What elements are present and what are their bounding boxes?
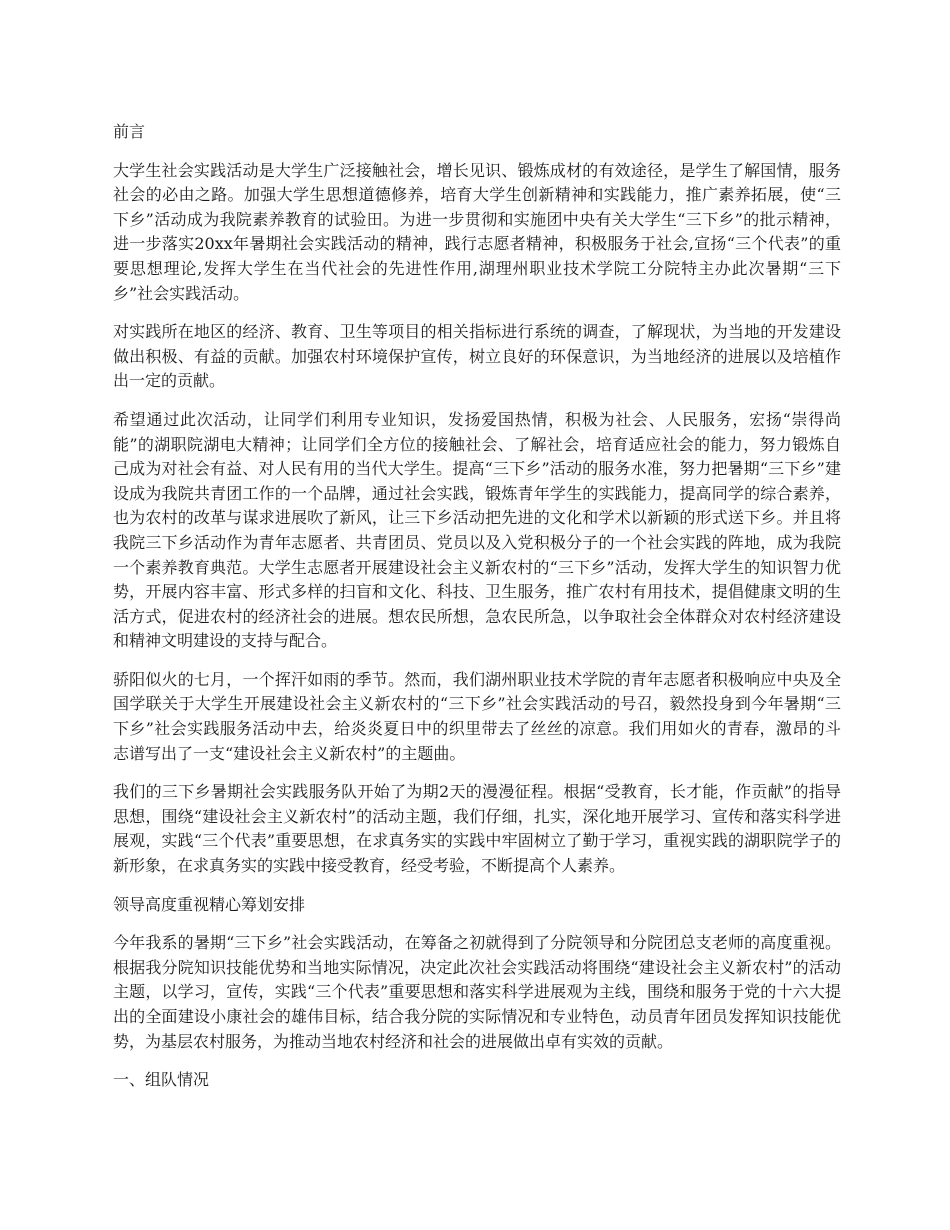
paragraph: 我们的三下乡暑期社会实践服务队开始了为期2天的漫漫征程。根据“受教育，长才能，作贡献”的指导思想，围绕“建设社会主义新农村”的活动主题，我们仔细，扎实，深化地开展学习、宣传和落实科学进展观，实践“三个代表”重要思想，在求真务实的实践中牢固树立了勤于学习，重视实践的湖职院学子的新形象，在求真务实的实践中接受教育，经受考验，不断提高个人素养。 [113, 782, 841, 876]
heading-leadership: 领导高度重视精心筹划安排 [113, 894, 306, 914]
paragraph: 希望通过此次活动，让同学们利用专业知识，发扬爱国热情，积极为社会、人民服务，宏扬“崇得尚能”的湖职院湖电大精神；让同学们全方位的接触社会、了解社会，培育适应社会的能力，努力锻炼自己成为对社会有益、对人民有用的当代大学生。提高“三下乡”活动的服务水准，努力把暑期“三下乡”建设成为我院共青团工作的一个品牌，通过社会实践，锻炼青年学生的实践能力，提高同学的综合素养，也为农村的改革与谋求进展吹了新风，让三下乡活动把先进的文化和学术以新颖的形式送下乡。并且将我院三下乡活动作为青年志愿者、共青团员、党员以及入党积极分子的一个社会实践的阵地，成为我院一个素养教育典范。大学生志愿者开展建设社会主义新农村的“三下乡”活动，发挥大学生的知识智力优势，开展内容丰富、形式多样的扫盲和文化、科技、卫生服务，推广农村有用技术，提倡健康文明的生活方式，促进农村的经济社会的进展。想农民所想，急农民所急，以争取社会全体群众对农村经济建设和精神文明建设的支持与配合。 [113, 409, 841, 651]
paragraph-leadership: 今年我系的暑期“三下乡”社会实践活动，在筹备之初就得到了分院领导和分院团总支老师的高度重视。根据我分院知识技能优势和当地实际情况，决定此次社会实践活动将围绕“建设社会主义新农村”的活动主题，以学习，宣传，实践“三个代表”重要思想和落实科学进展观为主线，围绕和服务于党的十六大提出的全面建设小康社会的雄伟目标，结合我分院的实际情况和专业特色，动员青年团员发挥知识技能优势，为基层农村服务，为推动当地农村经济和社会的进展做出卓有实效的贡献。 [113, 933, 841, 1051]
paragraph: 骄阳似火的七月，一个挥汗如雨的季节。然而，我们湖州职业技术学院的青年志愿者积极响应中央及全国学联关于大学生开展建设社会主义新农村的“三下乡”社会实践活动的号召，毅然投身到今年暑期“三下乡”社会实践服务活动中去，给炎炎夏日中的织里带去了丝丝的凉意。我们用如火的青春，激昂的斗志谱写出了一支“建设社会主义新农村”的主题曲。 [113, 669, 841, 763]
document-page [113, 120, 841, 1107]
paragraph: 对实践所在地区的经济、教育、卫生等项目的相关指标进行系统的调查，了解现状，为当地的开发建设做出积极、有益的贡献。加强农村环境保护宣传，树立良好的环保意识，为当地经济的进展以及培植作出一定的贡献。 [113, 322, 841, 391]
heading-team: 一、组队情况 [113, 1070, 210, 1090]
heading-preface: 前言 [113, 122, 146, 141]
paragraph: 大学生社会实践活动是大学生广泛接触社会，增长见识、锻炼成材的有效途径，是学生了解国情，服务社会的必由之路。加强大学生思想道德修养，培育大学生创新精神和实践能力，推广素养拓展，使“三下乡”活动成为我院素养教育的试验田。为进一步贯彻和实施团中央有关大学生“三下乡”的批示精神，进一步落实20xx年暑期社会实践活动的精神，践行志愿者精神，积极服务于社会,宣扬“三个代表”的重要思想理论,发挥大学生在当代社会的先进性作用,湖理州职业技术学院工分院特主办此次暑期“三下乡”社会实践活动。 [113, 160, 841, 303]
